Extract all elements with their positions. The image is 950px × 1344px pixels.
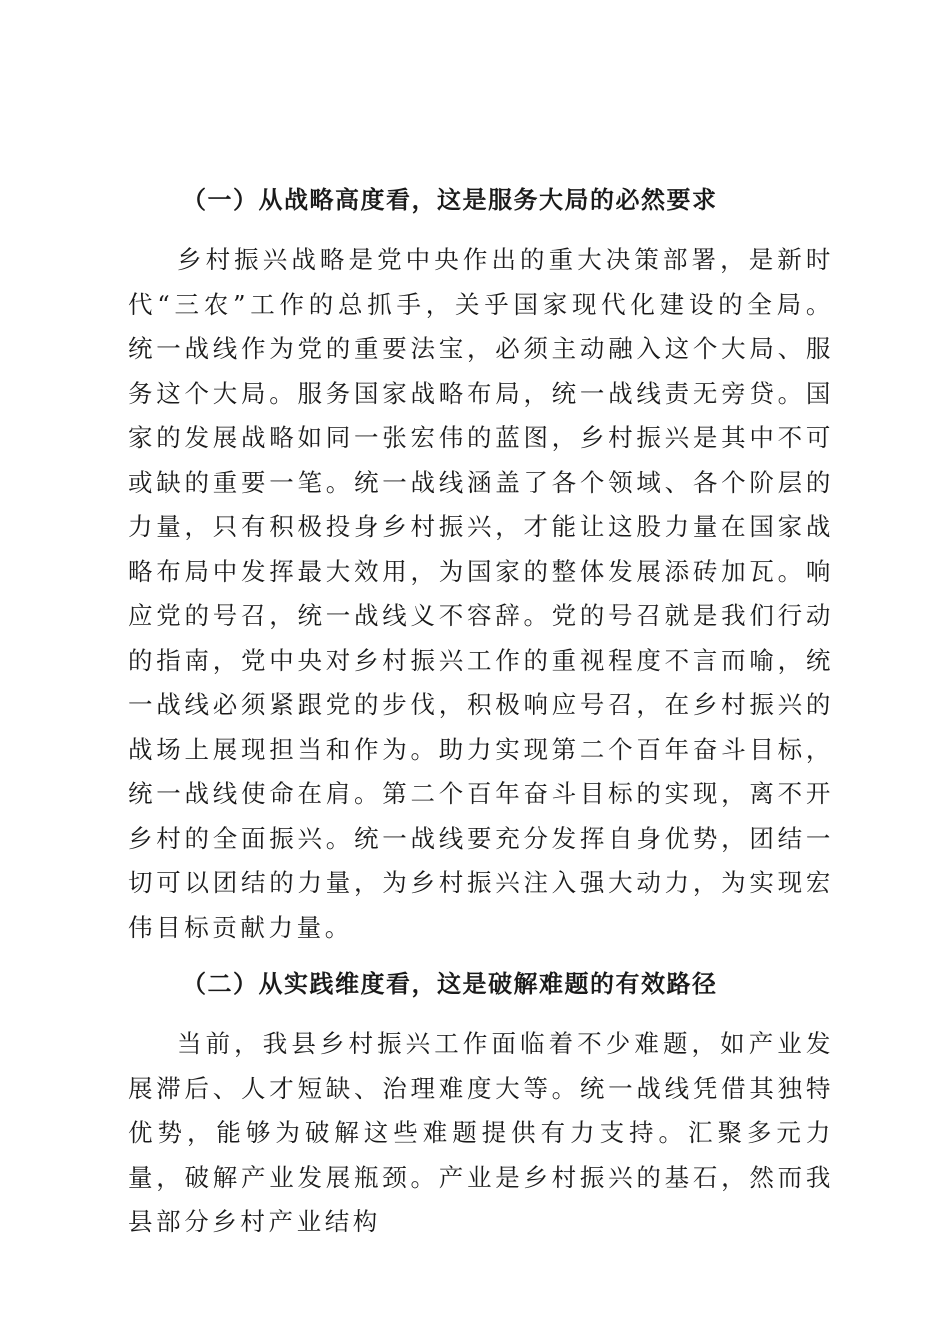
document-body [128, 178, 834, 1245]
section-2-paragraph: 当前，我县乡村振兴工作面临着不少难题，如产业发展滞后、人才短缺、治理难度大等。统一战线凭借其独特优势，能够为破解这些难题提供有力支持。汇聚多元力量，破解产业发展瓶颈。产业是乡村振兴的基石，然而我县部分乡村产业结构 [128, 1029, 834, 1236]
section-1-heading: （一）从战略高度看，这是服务大局的必然要求 [182, 186, 718, 214]
section-2-heading: （二）从实践维度看，这是破解难题的有效路径 [182, 970, 718, 998]
section-1-paragraph: 乡村振兴战略是党中央作出的重大决策部署，是新时代“三农”工作的总抓手，关乎国家现代化建设的全局。统一战线作为党的重要法宝，必须主动融入这个大局、服务这个大局。服务国家战略布局，统一战线责无旁贷。国家的发展战略如同一张宏伟的蓝图，乡村振兴是其中不可或缺的重要一笔。统一战线涵盖了各个领域、各个阶层的力量，只有积极投身乡村振兴，才能让这股力量在国家战略布局中发挥最大效用，为国家的整体发展添砖加瓦。响应党的号召，统一战线义不容辞。党的号召就是我们行动的指南，党中央对乡村振兴工作的重视程度不言而喻，统一战线必须紧跟党的步伐，积极响应号召，在乡村振兴的战场上展现担当和作为。助力实现第二个百年奋斗目标，统一战线使命在肩。第二个百年奋斗目标的实现，离不开乡村的全面振兴。统一战线要充分发挥自身优势，团结一切可以团结的力量，为乡村振兴注入强大动力，为实现宏伟目标贡献力量。 [128, 245, 834, 942]
